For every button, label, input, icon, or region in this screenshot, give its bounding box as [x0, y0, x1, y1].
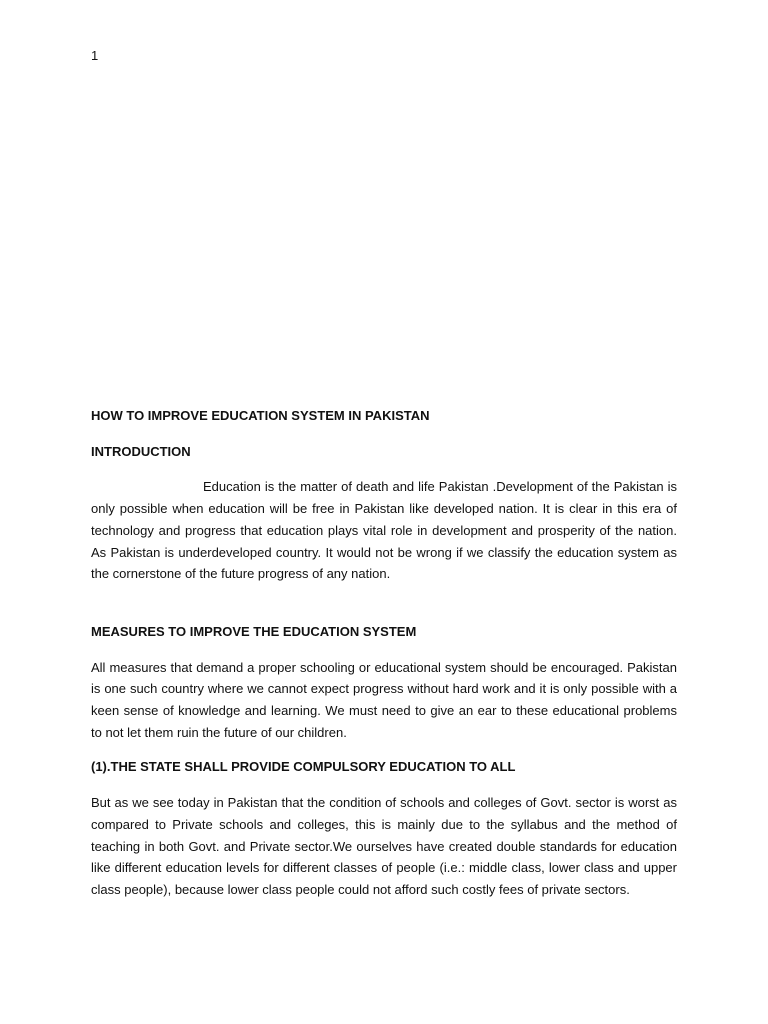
document-content	[91, 405, 677, 901]
measures-heading: MEASURES TO IMPROVE THE EDUCATION SYSTEM	[91, 623, 417, 639]
document-title: HOW TO IMPROVE EDUCATION SYSTEM IN PAKISTAN	[91, 408, 430, 423]
introduction-heading: INTRODUCTION	[91, 443, 191, 459]
page-number: 1	[91, 48, 99, 63]
point1-paragraph: But as we see today in Pakistan that the condition of schools and colleges of Govt. sector is worst as compared to Private schools and colleges, this is mainly due to the syllabus and the method of teaching in both Govt. and Private sector.We ourselves have created double standards for education like different education levels for different classes of people (i.e.: middle class, lower class and upper class people), because lower class people could not afford such costly fees of private sectors.	[91, 795, 677, 897]
spacer	[91, 643, 677, 657]
spacer	[91, 427, 677, 441]
spacer	[91, 778, 677, 792]
point1-heading: (1).THE STATE SHALL PROVIDE COMPULSORY EDUCATION TO ALL	[91, 759, 516, 775]
spacer	[91, 743, 677, 756]
introduction-paragraph	[91, 476, 677, 585]
introduction-body: Education is the matter of death and life Pakistan .Development of the Pakistan is only possible when education will be free in Pakistan like developed nation. It is clear in this era of technology and progress that education plays vital role in development and prosperity of the nation. As Pakistan is underdeveloped country. It would not be wrong if we classify the education system as the cornerstone of the future progress of any nation.	[91, 479, 677, 582]
spacer	[91, 585, 677, 621]
measures-paragraph: All measures that demand a proper schooling or educational system should be encouraged. Pakistan is one such country where we cannot expect progress without hard work and it is only possible with a keen sense of knowledge and learning. We must need to give an ear to these educational problems to not let them ruin the future of our children.	[91, 659, 677, 740]
spacer	[91, 462, 677, 476]
